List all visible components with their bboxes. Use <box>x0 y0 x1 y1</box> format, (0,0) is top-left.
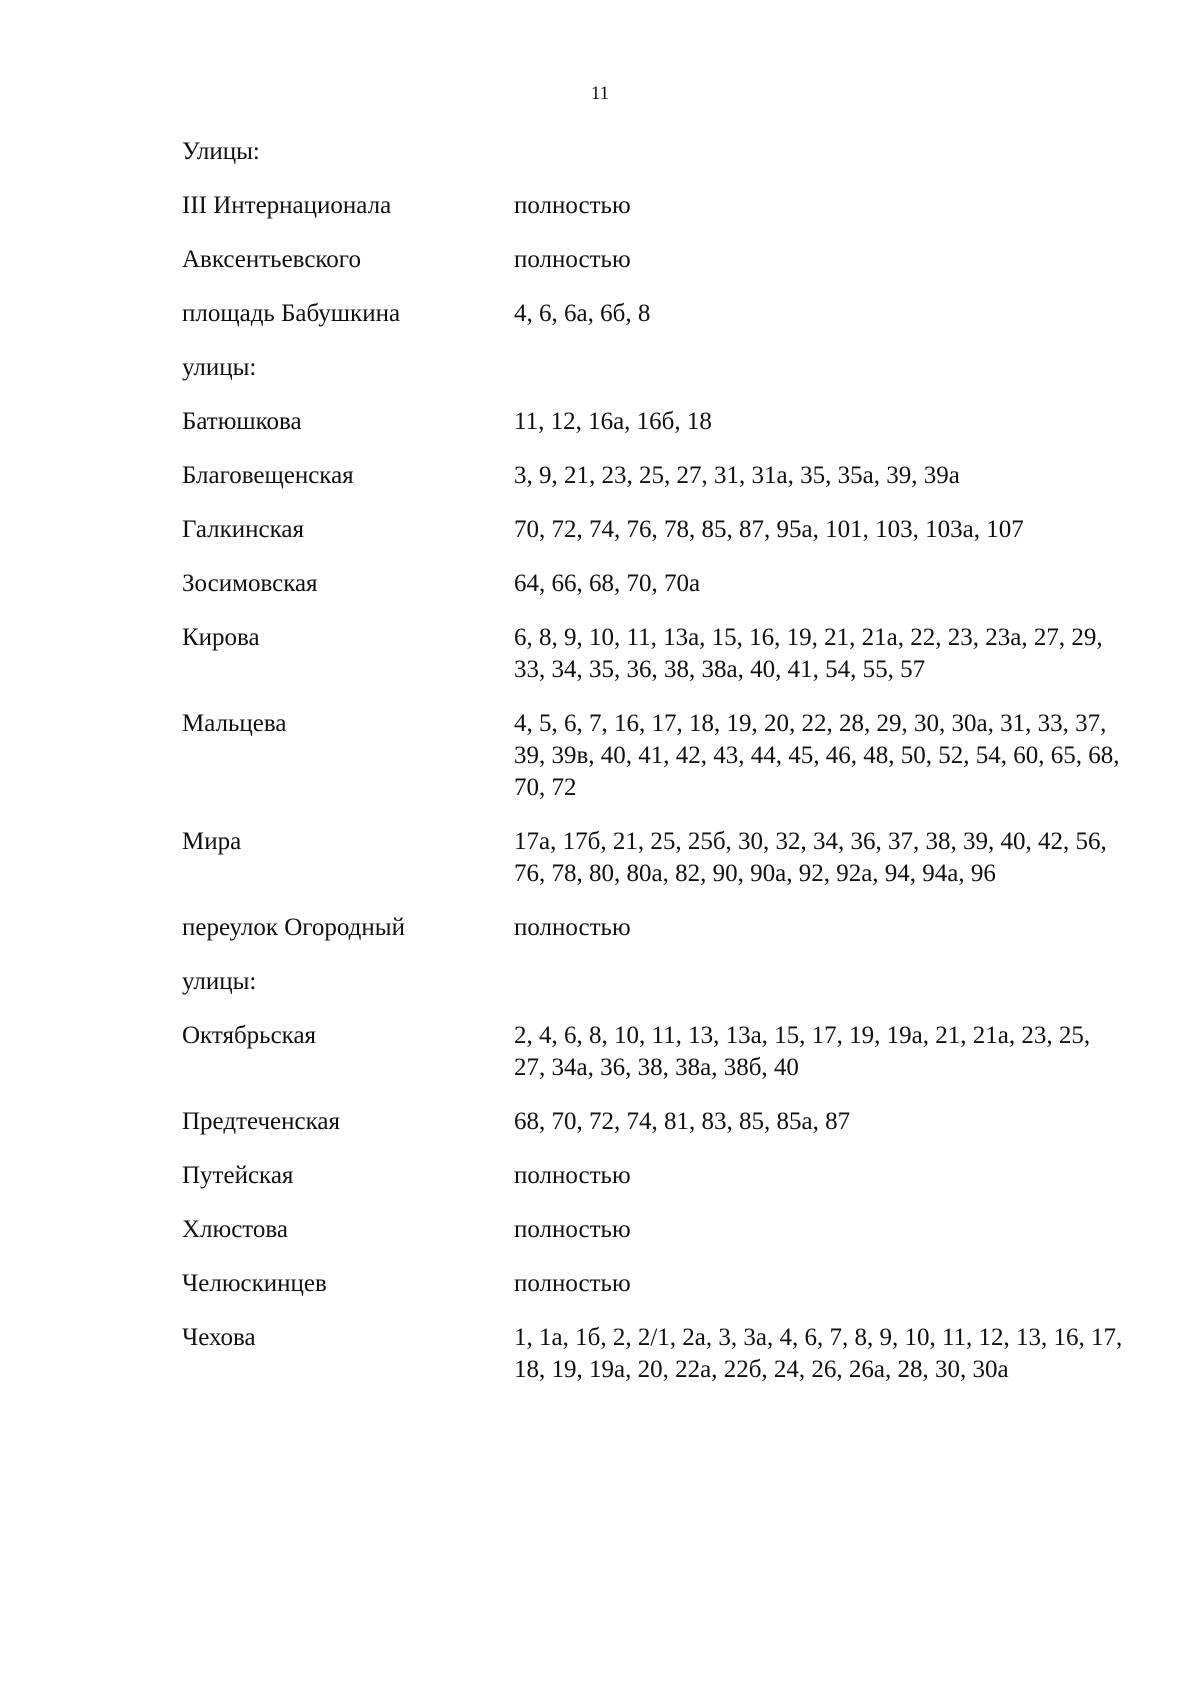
house-numbers: 3, 9, 21, 23, 25, 27, 31, 31а, 35, 35а, 39, 39а <box>514 462 960 489</box>
house-numbers: 11, 12, 16а, 16б, 18 <box>514 408 712 435</box>
section-heading: улицы: <box>182 354 257 381</box>
street-row <box>182 826 1142 890</box>
street-row <box>182 460 1142 492</box>
house-numbers: полностью <box>514 1270 631 1297</box>
street-name: III Интернационала <box>182 192 392 219</box>
street-name: Хлюстова <box>182 1216 288 1243</box>
street-row <box>182 912 1142 944</box>
street-name: Благовещенская <box>182 462 354 489</box>
street-row <box>182 298 1142 330</box>
house-numbers: 4, 5, 6, 7, 16, 17, 18, 19, 20, 22, 28, 29, 30, 30а, 31, 33, 37, 39, 39в, 40, 41, 42, 43, 44, 45, 46, 48, 50, 52, 54, 60, 65, 68, 70, 72 <box>514 710 1120 801</box>
house-numbers: полностью <box>514 192 631 219</box>
house-numbers: полностью <box>514 914 631 941</box>
street-name: Чехова <box>182 1324 256 1351</box>
street-name: Батюшкова <box>182 408 302 435</box>
house-numbers: 1, 1а, 1б, 2, 2/1, 2а, 3, 3а, 4, 6, 7, 8, 9, 10, 11, 12, 13, 16, 17, 18, 19, 19а, 20, 22а, 22б, 24, 26, 26а, 28, 30, 30а <box>514 1324 1123 1383</box>
street-name: Мальцева <box>182 710 287 737</box>
street-name: Зосимовская <box>182 570 318 597</box>
street-row <box>182 708 1142 804</box>
section-heading: улицы: <box>182 968 257 995</box>
street-row <box>182 622 1142 686</box>
street-name: площадь Бабушкина <box>182 300 401 327</box>
house-numbers: полностью <box>514 1162 631 1189</box>
street-name: Авксентьевского <box>182 246 361 273</box>
house-numbers: 17а, 17б, 21, 25, 25б, 30, 32, 34, 36, 37, 38, 39, 40, 42, 56, 76, 78, 80, 80а, 82, 90, 90а, 92, 92а, 94, 94а, 96 <box>514 828 1107 887</box>
street-name: Предтеченская <box>182 1108 340 1135</box>
street-list <box>182 136 1142 1408</box>
street-name: переулок Огородный <box>182 914 405 941</box>
house-numbers: 2, 4, 6, 8, 10, 11, 13, 13а, 15, 17, 19, 19а, 21, 21а, 23, 25, 27, 34а, 36, 38, 38а, 38б, 40 <box>514 1022 1091 1081</box>
house-numbers: полностью <box>514 246 631 273</box>
street-name: Кирова <box>182 624 260 651</box>
street-row <box>182 406 1142 438</box>
street-name: Путейская <box>182 1162 294 1189</box>
street-row <box>182 1106 1142 1138</box>
street-name: Октябрьская <box>182 1022 317 1049</box>
house-numbers: 70, 72, 74, 76, 78, 85, 87, 95а, 101, 103, 103а, 107 <box>514 516 1024 543</box>
street-row <box>182 1322 1142 1386</box>
house-numbers: 64, 66, 68, 70, 70а <box>514 570 701 597</box>
street-row <box>182 1020 1142 1084</box>
street-name: Мира <box>182 828 242 855</box>
street-row <box>182 244 1142 276</box>
street-row <box>182 190 1142 222</box>
street-row <box>182 1214 1142 1246</box>
house-numbers: 4, 6, 6а, 6б, 8 <box>514 300 651 327</box>
house-numbers: полностью <box>514 1216 631 1243</box>
page-number: 11 <box>590 83 610 104</box>
street-row <box>182 1268 1142 1300</box>
street-name: Челюскинцев <box>182 1270 327 1297</box>
section-heading: Улицы: <box>182 138 260 165</box>
street-row <box>182 1160 1142 1192</box>
house-numbers: 68, 70, 72, 74, 81, 83, 85, 85а, 87 <box>514 1108 851 1135</box>
house-numbers: 6, 8, 9, 10, 11, 13а, 15, 16, 19, 21, 21а, 22, 23, 23а, 27, 29, 33, 34, 35, 36, 38, 38а, 40, 41, 54, 55, 57 <box>514 624 1103 683</box>
street-name: Галкинская <box>182 516 304 543</box>
street-row <box>182 568 1142 600</box>
street-row <box>182 514 1142 546</box>
